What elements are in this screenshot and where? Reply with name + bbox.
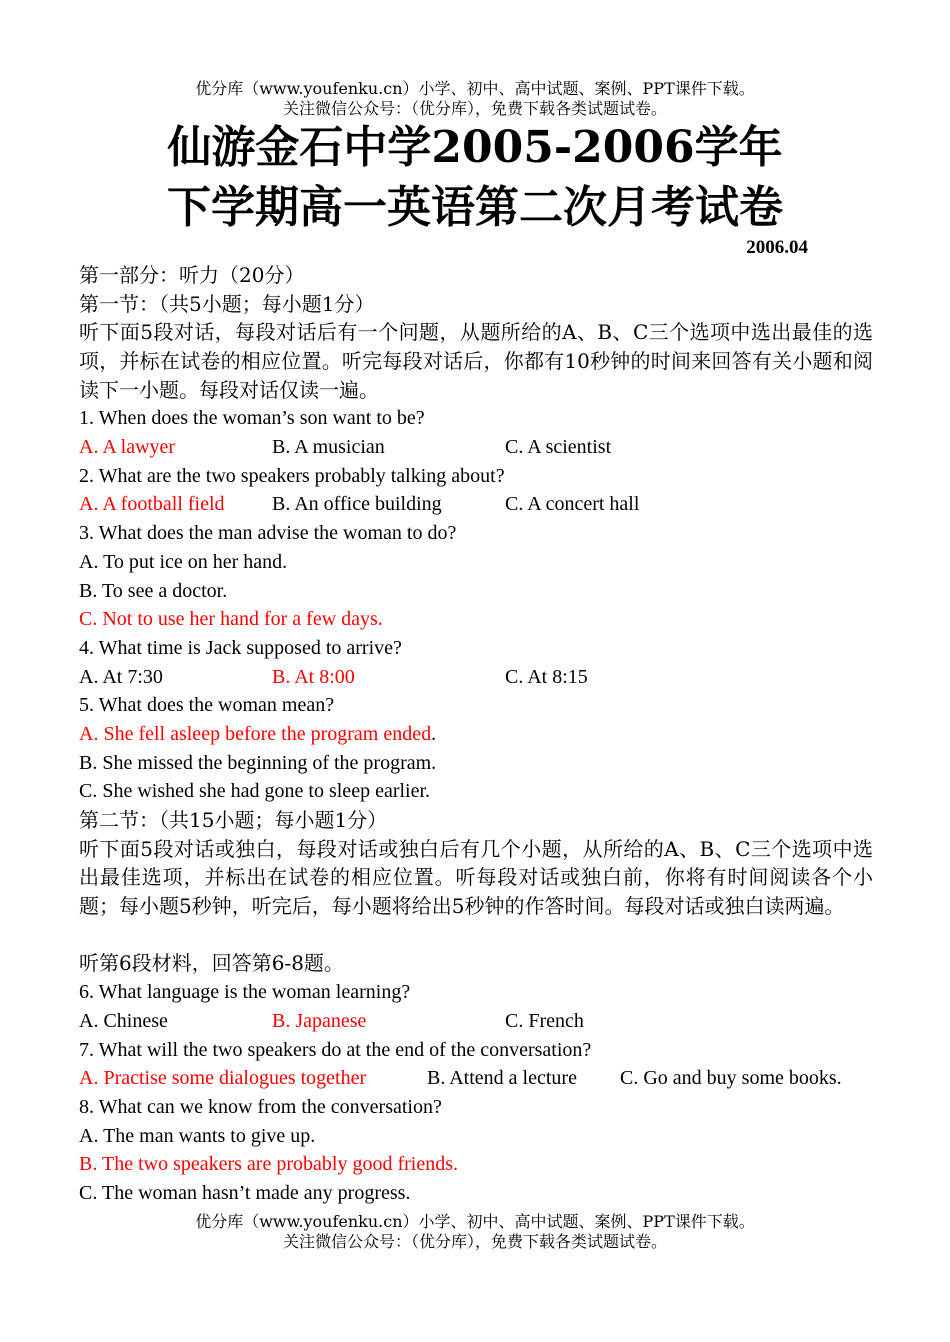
q8-stem: 8. What can we know from the conversation? xyxy=(79,1095,442,1118)
q4-option-b: B. At 8:00 xyxy=(272,665,355,688)
q4-option-a: A. At 7:30 xyxy=(79,665,163,688)
header-line-1: 优分库（www.youfenku.cn）小学、初中、高中试题、案例、PPT课件下载。 xyxy=(195,79,755,98)
section1-instructions: 听下面5段对话，每段对话后有一个问题，从题所给的A、B、C三个选项中选出最佳的选项，并标在试卷的相应位置。听完每段对话后，你都有10秒钟的时间来回答有关小题和阅读下一小题。每段对话仅读一遍。 xyxy=(79,320,873,402)
q2-options xyxy=(79,490,873,519)
q5-option-a-line xyxy=(79,720,873,749)
q1-option-c: C. A scientist xyxy=(505,436,612,459)
exam-body xyxy=(79,261,873,1208)
q8-option-c: C. The woman hasn’t made any progress. xyxy=(79,1181,411,1204)
q4-stem: 4. What time is Jack supposed to arrive? xyxy=(79,636,402,659)
q4-option-c: C. At 8:15 xyxy=(505,665,588,688)
section2-instructions: 听下面5段对话或独白，每段对话或独白后有几个小题，从所给的A、B、C三个选项中选出最佳选项，并标出在试卷的相应位置。听每段对话或独白前，你将有时间阅读各个小题；每小题5秒钟，听完后，每小题将给出5秒钟的作答时间。每段对话或独白读两遍。 xyxy=(79,836,873,919)
q3-stem: 3. What does the man advise the woman to do? xyxy=(79,522,457,545)
q7-option-c: C. Go and buy some books. xyxy=(620,1067,842,1090)
q7-option-b: B. Attend a lecture xyxy=(427,1067,577,1090)
q3-option-b: B. To see a doctor. xyxy=(79,579,228,602)
section2-heading: 第二节：（共15小题；每小题1分） xyxy=(79,808,388,832)
q1-option-b: B. A musician xyxy=(272,436,385,459)
q6-stem: 6. What language is the woman learning? xyxy=(79,981,411,1004)
header-line-2: 关注微信公众号：（优分库），免费下载各类试题试卷。 xyxy=(282,99,667,118)
q5-option-a: A. She fell asleep before the program ended xyxy=(79,722,432,745)
q5-option-c: C. She wished she had gone to sleep earlier. xyxy=(79,780,431,803)
q1-option-a: A. A lawyer xyxy=(79,436,176,459)
footer-line-1: 优分库（www.youfenku.cn）小学、初中、高中试题、案例、PPT课件下载。 xyxy=(195,1212,755,1231)
material6-note: 听第6段材料，回答第6-8题。 xyxy=(79,951,344,976)
q7-options xyxy=(79,1064,873,1093)
footer-line-2: 关注微信公众号：（优分库），免费下载各类试题试卷。 xyxy=(282,1232,667,1251)
q6-options xyxy=(79,1007,873,1036)
q2-stem: 2. What are the two speakers probably talking about? xyxy=(79,464,505,487)
q6-option-b: B. Japanese xyxy=(272,1009,367,1032)
q5-stem: 5. What does the woman mean? xyxy=(79,694,335,717)
q8-option-b: B. The two speakers are probably good friends. xyxy=(79,1153,458,1176)
q1-options xyxy=(79,433,873,462)
part1-heading: 第一部分：听力（20分） xyxy=(79,263,305,287)
q6-option-c: C. French xyxy=(505,1009,584,1032)
q3-option-c: C. Not to use her hand for a few days. xyxy=(79,608,383,631)
q4-options xyxy=(79,663,873,692)
exam-title-line-2: 下学期高一英语第二次月考试卷 xyxy=(167,182,783,233)
q2-option-b: B. An office building xyxy=(272,493,442,516)
q2-option-c: C. A concert hall xyxy=(505,493,640,516)
q3-option-a: A. To put ice on her hand. xyxy=(79,550,288,573)
q2-option-a: A. A football field xyxy=(79,493,225,516)
section1-heading: 第一节：（共5小题；每小题1分） xyxy=(79,291,375,316)
q6-option-a: A. Chinese xyxy=(79,1009,168,1032)
exam-date: 2006.04 xyxy=(746,237,808,258)
exam-title-line-1: 仙游金石中学2005-2006学年 xyxy=(167,122,783,173)
q5-option-b: B. She missed the beginning of the program. xyxy=(79,751,437,774)
q1-stem: 1. When does the woman’s son want to be? xyxy=(79,407,425,430)
q8-option-a: A. The man wants to give up. xyxy=(79,1124,316,1147)
q7-stem: 7. What will the two speakers do at the end of the conversation? xyxy=(79,1038,592,1061)
q5-option-a-period: . xyxy=(431,722,437,745)
q7-option-a: A. Practise some dialogues together xyxy=(79,1067,367,1090)
